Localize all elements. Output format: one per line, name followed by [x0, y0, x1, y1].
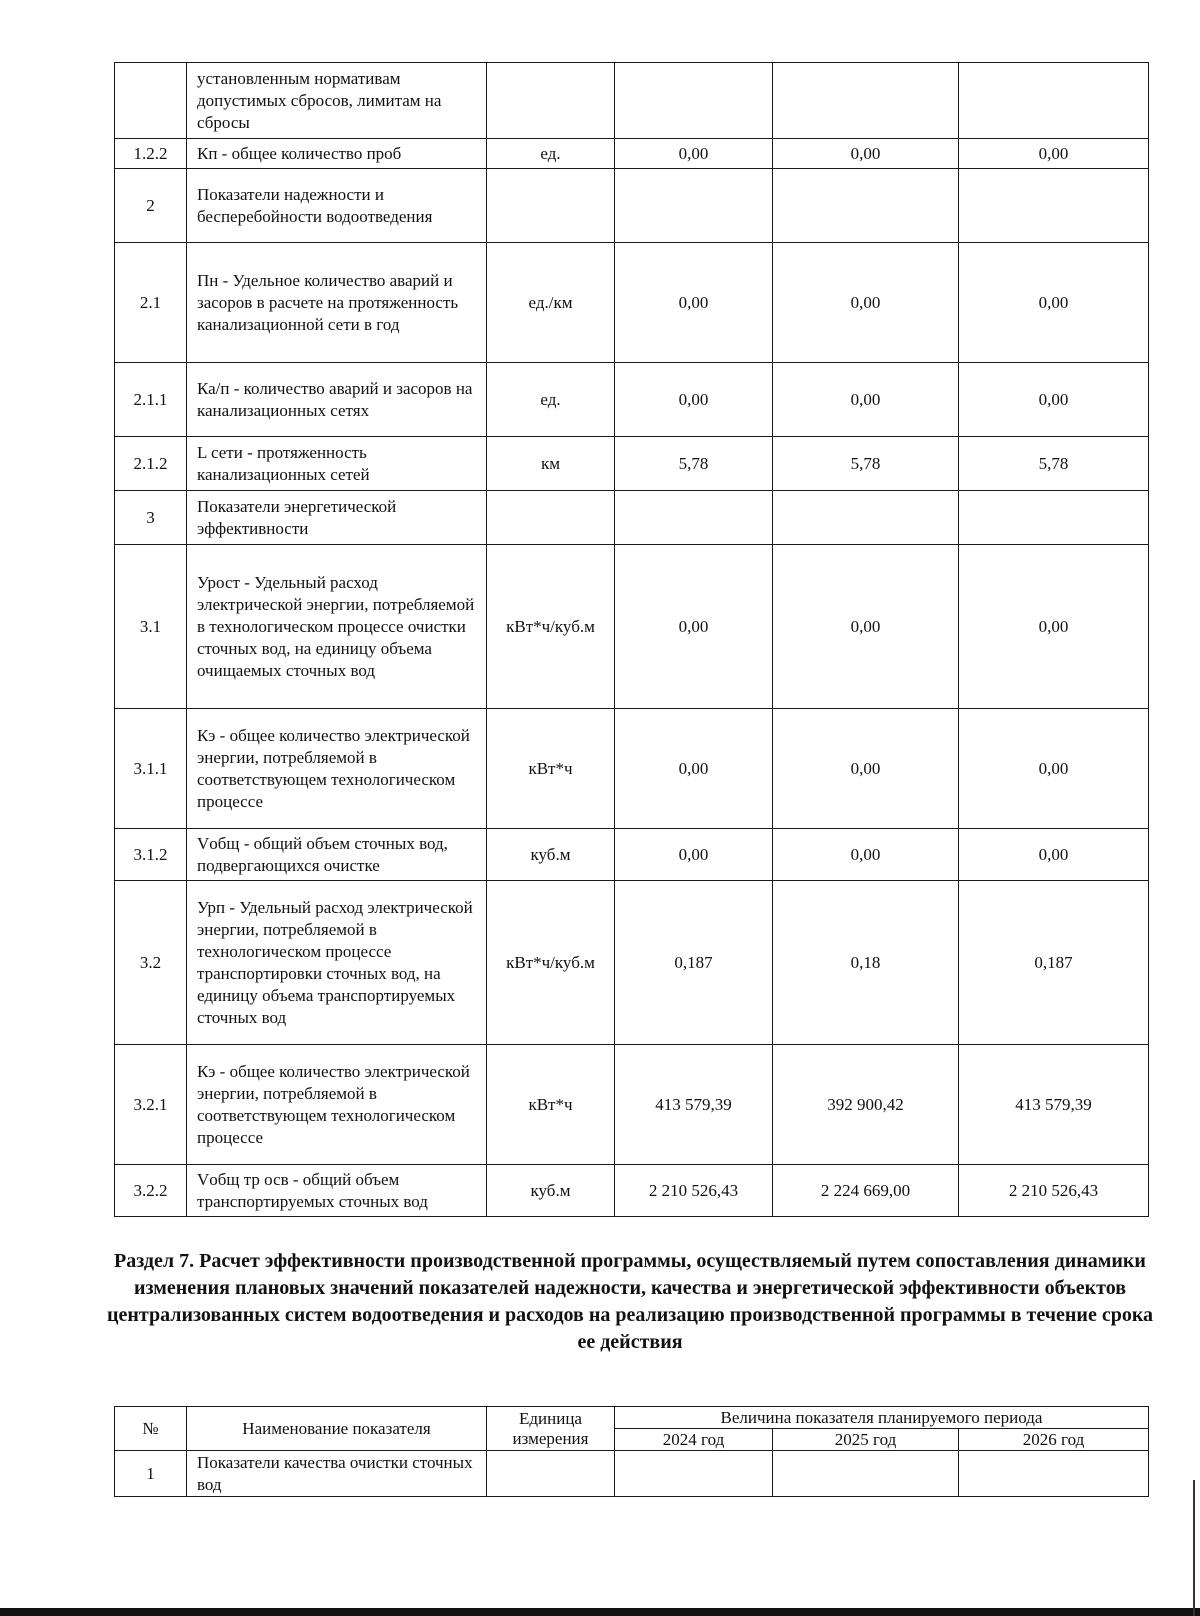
- indicator-name: Показатели надежности и бесперебойности водоотведения: [187, 169, 487, 243]
- value-2024: 2 210 526,43: [615, 1165, 773, 1217]
- value-2024: [615, 1451, 773, 1497]
- unit-cell: кВт*ч/куб.м: [487, 545, 615, 709]
- indicator-name: Показатели качества очистки сточных вод: [187, 1451, 487, 1497]
- col-header-unit: Единица измерения: [487, 1407, 615, 1451]
- indicators-table: [114, 62, 1149, 1217]
- table-row: [115, 1165, 1149, 1217]
- indicator-name: Пн - Удельное количество аварий и засоров в расчете на протяженность канализационной сети в год: [187, 243, 487, 363]
- value-2025: [773, 63, 959, 139]
- table-row: [115, 139, 1149, 169]
- unit-cell: ед.: [487, 363, 615, 437]
- row-number: 2.1.1: [115, 363, 187, 437]
- table-row: [115, 1451, 1149, 1497]
- row-number: 2: [115, 169, 187, 243]
- table-row: [115, 1045, 1149, 1165]
- value-2025: [773, 1451, 959, 1497]
- row-number: 3.1.2: [115, 829, 187, 881]
- value-2024: [615, 169, 773, 243]
- unit-cell: [487, 63, 615, 139]
- value-2024: 0,00: [615, 545, 773, 709]
- value-2025: 2 224 669,00: [773, 1165, 959, 1217]
- row-number: 2.1.2: [115, 437, 187, 491]
- value-2025: 0,18: [773, 881, 959, 1045]
- table-row: [115, 881, 1149, 1045]
- scan-edge-right: [1193, 1480, 1195, 1616]
- row-number: 3: [115, 491, 187, 545]
- value-2026: 0,00: [959, 363, 1149, 437]
- table-row: [115, 491, 1149, 545]
- value-2025: 0,00: [773, 139, 959, 169]
- value-2026: [959, 491, 1149, 545]
- value-2025: [773, 169, 959, 243]
- unit-cell: куб.м: [487, 829, 615, 881]
- col-header-2024: 2024 год: [615, 1429, 773, 1451]
- row-number: 2.1: [115, 243, 187, 363]
- table-row: [115, 63, 1149, 139]
- unit-cell: [487, 1451, 615, 1497]
- unit-cell: ед.: [487, 139, 615, 169]
- row-number: 3.1: [115, 545, 187, 709]
- value-2024: 0,00: [615, 709, 773, 829]
- value-2026: [959, 1451, 1149, 1497]
- row-number: 1: [115, 1451, 187, 1497]
- row-number: 3.2.1: [115, 1045, 187, 1165]
- value-2026: 0,00: [959, 829, 1149, 881]
- row-number: 3.1.1: [115, 709, 187, 829]
- value-2024: 5,78: [615, 437, 773, 491]
- indicator-name: Кп - общее количество проб: [187, 139, 487, 169]
- indicator-name: Кэ - общее количество электрической энергии, потребляемой в соответствующем технологическом процессе: [187, 1045, 487, 1165]
- table-row: [115, 243, 1149, 363]
- row-number: 3.2: [115, 881, 187, 1045]
- indicator-name: Ка/п - количество аварий и засоров на канализационных сетях: [187, 363, 487, 437]
- header-row: [115, 1407, 1149, 1429]
- table-row: [115, 829, 1149, 881]
- value-2026: 0,00: [959, 709, 1149, 829]
- row-number: 3.2.2: [115, 1165, 187, 1217]
- unit-cell: [487, 491, 615, 545]
- value-2024: [615, 491, 773, 545]
- unit-cell: км: [487, 437, 615, 491]
- col-header-period: Величина показателя планируемого периода: [615, 1407, 1149, 1429]
- scan-edge-bottom: [0, 1608, 1200, 1616]
- table-row: [115, 437, 1149, 491]
- unit-cell: куб.м: [487, 1165, 615, 1217]
- value-2026: 2 210 526,43: [959, 1165, 1149, 1217]
- value-2024: 413 579,39: [615, 1045, 773, 1165]
- col-header-2025: 2025 год: [773, 1429, 959, 1451]
- value-2025: 0,00: [773, 545, 959, 709]
- unit-cell: кВт*ч/куб.м: [487, 881, 615, 1045]
- value-2024: 0,00: [615, 363, 773, 437]
- value-2026: [959, 169, 1149, 243]
- value-2025: 0,00: [773, 709, 959, 829]
- value-2024: 0,187: [615, 881, 773, 1045]
- value-2024: [615, 63, 773, 139]
- indicator-name: Урп - Удельный расход электрической энергии, потребляемой в технологическом процессе транспортировки сточных вод, на единицу объема транспортируемых сточных вод: [187, 881, 487, 1045]
- unit-cell: [487, 169, 615, 243]
- unit-cell: кВт*ч: [487, 709, 615, 829]
- table-row: [115, 709, 1149, 829]
- value-2024: 0,00: [615, 139, 773, 169]
- indicator-name: L сети - протяженность канализационных сетей: [187, 437, 487, 491]
- indicator-name: Кэ - общее количество электрической энергии, потребляемой в соответствующем технологическом процессе: [187, 709, 487, 829]
- value-2026: 413 579,39: [959, 1045, 1149, 1165]
- section-heading: Раздел 7. Расчет эффективности производственной программы, осуществляемый путем сопоставления динамики изменения плановых значений показателей надежности, качества и энергетической эффективности объектов централизованных систем водоотведения и расходов на реализацию производственной программы в течение срока ее действия: [106, 1250, 1154, 1353]
- value-2026: 0,187: [959, 881, 1149, 1045]
- unit-cell: ед./км: [487, 243, 615, 363]
- row-number: 1.2.2: [115, 139, 187, 169]
- section-7-table: [114, 1406, 1149, 1497]
- col-header-name: Наименование показателя: [187, 1407, 487, 1451]
- value-2025: 0,00: [773, 363, 959, 437]
- row-number: [115, 63, 187, 139]
- value-2026: [959, 63, 1149, 139]
- value-2026: 0,00: [959, 139, 1149, 169]
- unit-cell: кВт*ч: [487, 1045, 615, 1165]
- value-2026: 0,00: [959, 243, 1149, 363]
- table-row: [115, 169, 1149, 243]
- indicator-name: Показатели энергетической эффективности: [187, 491, 487, 545]
- value-2024: 0,00: [615, 243, 773, 363]
- col-header-2026: 2026 год: [959, 1429, 1149, 1451]
- value-2024: 0,00: [615, 829, 773, 881]
- value-2025: 0,00: [773, 243, 959, 363]
- table-row: [115, 545, 1149, 709]
- value-2025: 392 900,42: [773, 1045, 959, 1165]
- value-2025: 0,00: [773, 829, 959, 881]
- indicator-name: установленным нормативам допустимых сбросов, лимитам на сбросы: [187, 63, 487, 139]
- value-2026: 5,78: [959, 437, 1149, 491]
- value-2026: 0,00: [959, 545, 1149, 709]
- indicator-name: Урост - Удельный расход электрической энергии, потребляемой в технологическом процессе очистки сточных вод, на единицу объема очищаемых сточных вод: [187, 545, 487, 709]
- indicator-name: Vобщ тр осв - общий объем транспортируемых сточных вод: [187, 1165, 487, 1217]
- value-2025: [773, 491, 959, 545]
- indicator-name: Vобщ - общий объем сточных вод, подвергающихся очистке: [187, 829, 487, 881]
- table-row: [115, 363, 1149, 437]
- value-2025: 5,78: [773, 437, 959, 491]
- col-header-number: №: [115, 1407, 187, 1451]
